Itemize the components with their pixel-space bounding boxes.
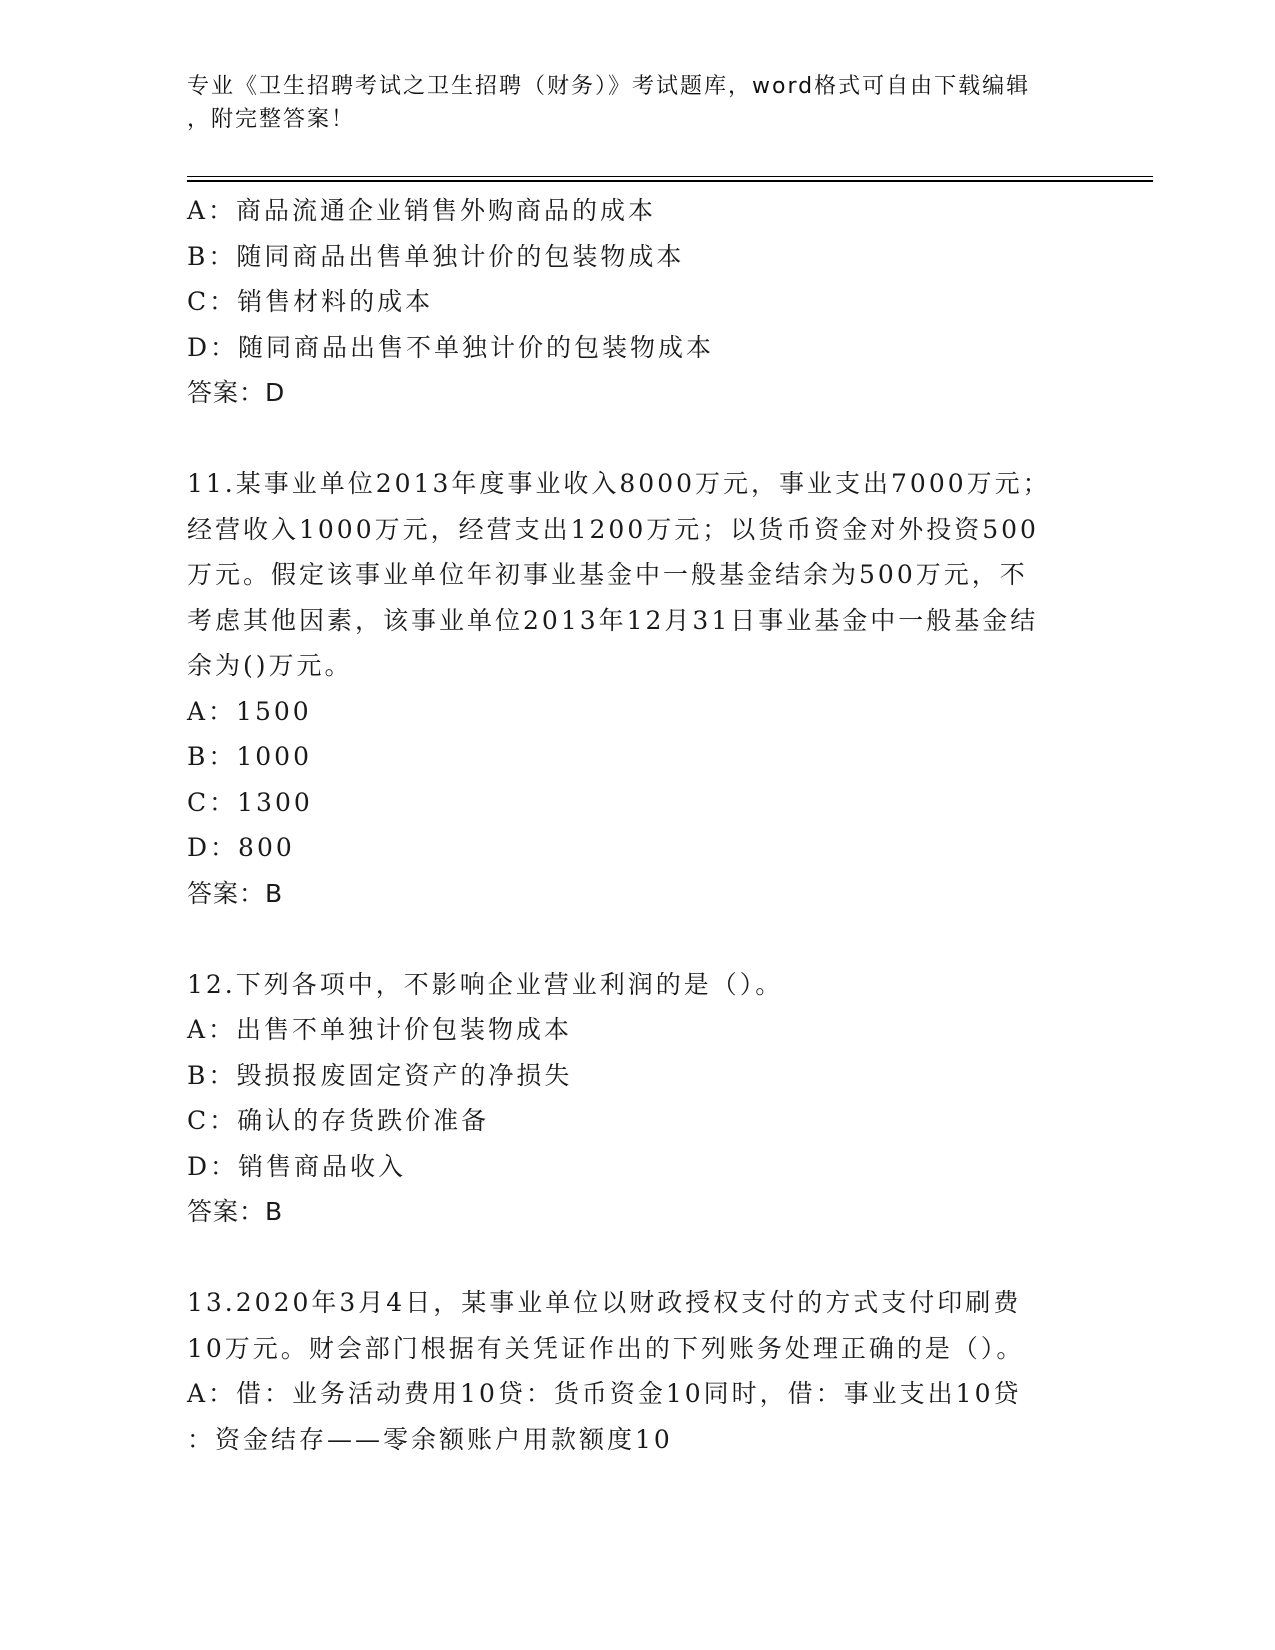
question-stem-line: 11.某事业单位2013年度事业收入8000万元，事业支出7000万元；: [187, 469, 1051, 498]
option-a: A：商品流通企业销售外购商品的成本: [187, 196, 657, 225]
header-divider-thin: [187, 176, 1153, 177]
question-stem-line: 10万元。财会部门根据有关凭证作出的下列账务处理正确的是（）。: [187, 1333, 1025, 1363]
question-stem-line: 考虑其他因素，该事业单位2013年12月31日事业基金中一般基金结: [187, 605, 1039, 635]
question-stem-line: 余为()万元。: [187, 651, 353, 680]
question-10: [187, 188, 1087, 416]
option-a: A：借：业务活动费用10贷：货币资金10同时，借：事业支出10贷: [187, 1379, 1022, 1408]
option-b: B：1000: [187, 742, 312, 771]
spacer: [187, 416, 1087, 462]
option-d: D：800: [187, 833, 295, 862]
option-c: C：1300: [187, 787, 313, 817]
option-c: C：确认的存货跌价准备: [187, 1106, 490, 1135]
option-b: B：随同商品出售单独计价的包装物成本: [187, 241, 685, 271]
question-list: [187, 188, 1087, 1462]
answer-label: 答案：B: [187, 878, 284, 908]
header-divider-thick: [187, 180, 1153, 182]
option-b: B：毁损报废固定资产的净损失: [187, 1060, 573, 1090]
question-stem-line: 13.2020年3月4日，某事业单位以财政授权支付的方式支付印刷费: [187, 1288, 1022, 1317]
option-c: C：销售材料的成本: [187, 287, 434, 316]
spacer: [187, 1235, 1087, 1281]
header-title-line-2: ，附完整答案！: [187, 107, 356, 132]
option-a-continued: ：资金结存——零余额账户用款额度10: [187, 1424, 673, 1454]
question-stem-line: 万元。假定该事业单位年初事业基金中一般基金结余为500万元，不: [187, 560, 1028, 589]
option-d: D：销售商品收入: [187, 1151, 407, 1181]
answer-label: 答案：B: [187, 1197, 284, 1226]
option-d: D：随同商品出售不单独计价的包装物成本: [187, 332, 715, 362]
spacer: [187, 916, 1087, 962]
option-a: A：1500: [187, 696, 312, 726]
question-stem-line: 12.下列各项中，不影响企业营业利润的是（）。: [187, 969, 784, 999]
header-title-line-1: 专业《卫生招聘考试之卫生招聘（财务）》考试题库，word格式可自由下载编辑: [187, 74, 1031, 99]
page-header: [187, 70, 1067, 136]
question-13: [187, 1280, 1087, 1462]
question-11: [187, 461, 1087, 916]
question-12: [187, 962, 1087, 1235]
question-stem-line: 经营收入1000万元，经营支出1200万元；以货币资金对外投资500: [187, 514, 1039, 544]
option-a: A：出售不单独计价包装物成本: [187, 1015, 573, 1044]
answer-label: 答案：D: [187, 378, 286, 407]
